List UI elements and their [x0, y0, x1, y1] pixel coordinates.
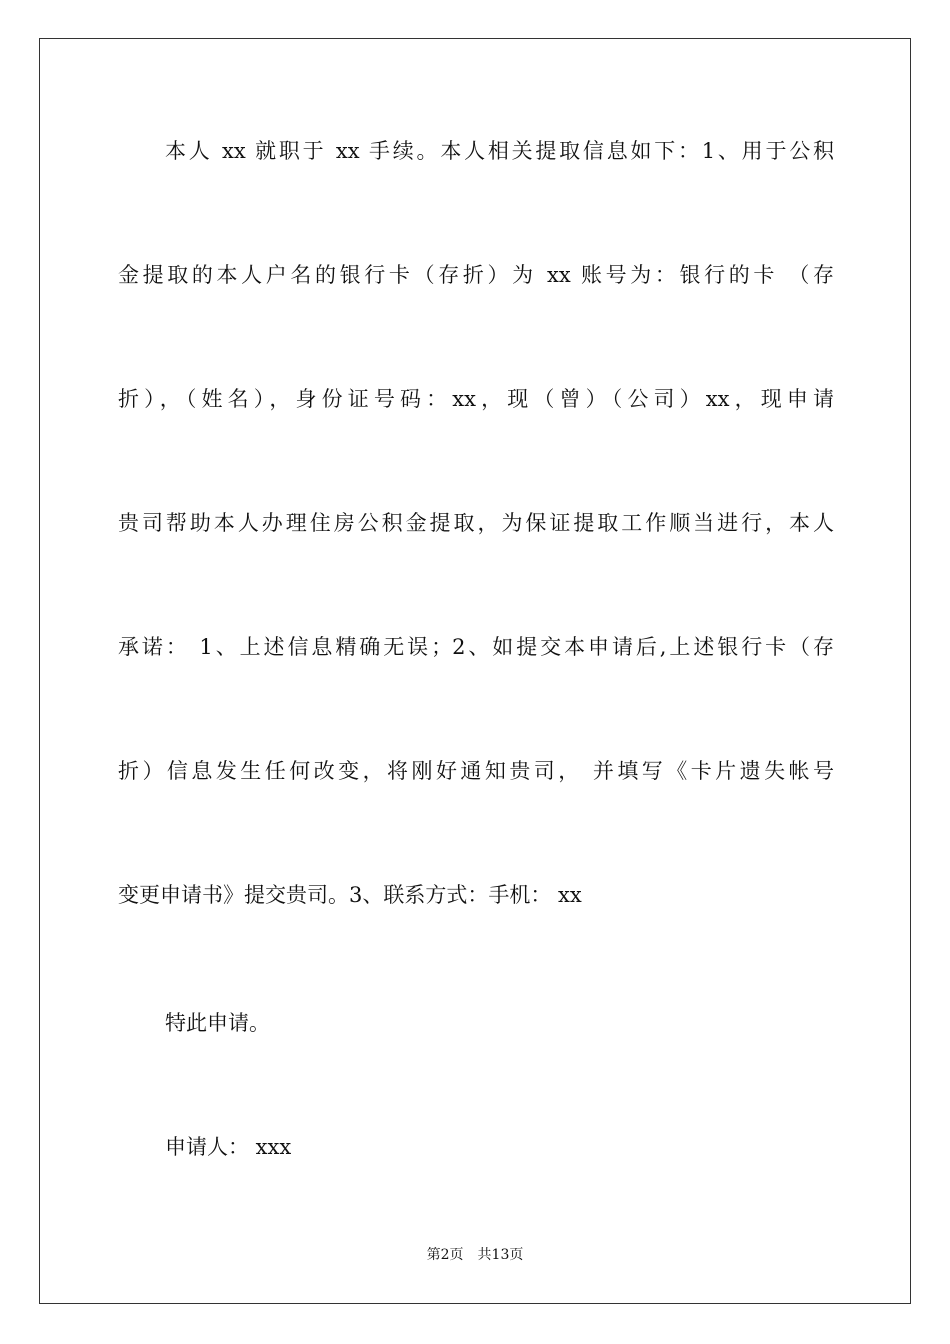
page-total: 共13页	[477, 1247, 524, 1263]
body-line-3: 折），（姓名），身份证号码：xx，现（曾）（公司）xx，现申请	[118, 387, 834, 411]
body-line-5: 承诺： 1、上述信息精确无误；2、如提交本申请后,上述银行卡（存	[118, 635, 834, 659]
page-border	[39, 38, 911, 1304]
page-footer	[0, 1245, 950, 1265]
body-line-1: 本人 xx 就职于 xx 手续。本人相关提取信息如下：1、用于公积	[165, 139, 834, 163]
body-line-6: 折）信息发生任何改变，将刚好通知贵司， 并填写《卡片遗失帐号	[118, 759, 834, 783]
body-line-4: 贵司帮助本人办理住房公积金提取，为保证提取工作顺当进行，本人	[118, 511, 834, 535]
body-line-7: 变更申请书》提交贵司。3、联系方式：手机： xx	[118, 883, 582, 907]
closing-text: 特此申请。	[165, 1011, 270, 1035]
page-number: 第2页	[426, 1247, 464, 1263]
applicant-line: 申请人： xxx	[165, 1135, 292, 1159]
body-line-2: 金提取的本人户名的银行卡（存折）为 xx 账号为：银行的卡 （存	[118, 263, 834, 287]
